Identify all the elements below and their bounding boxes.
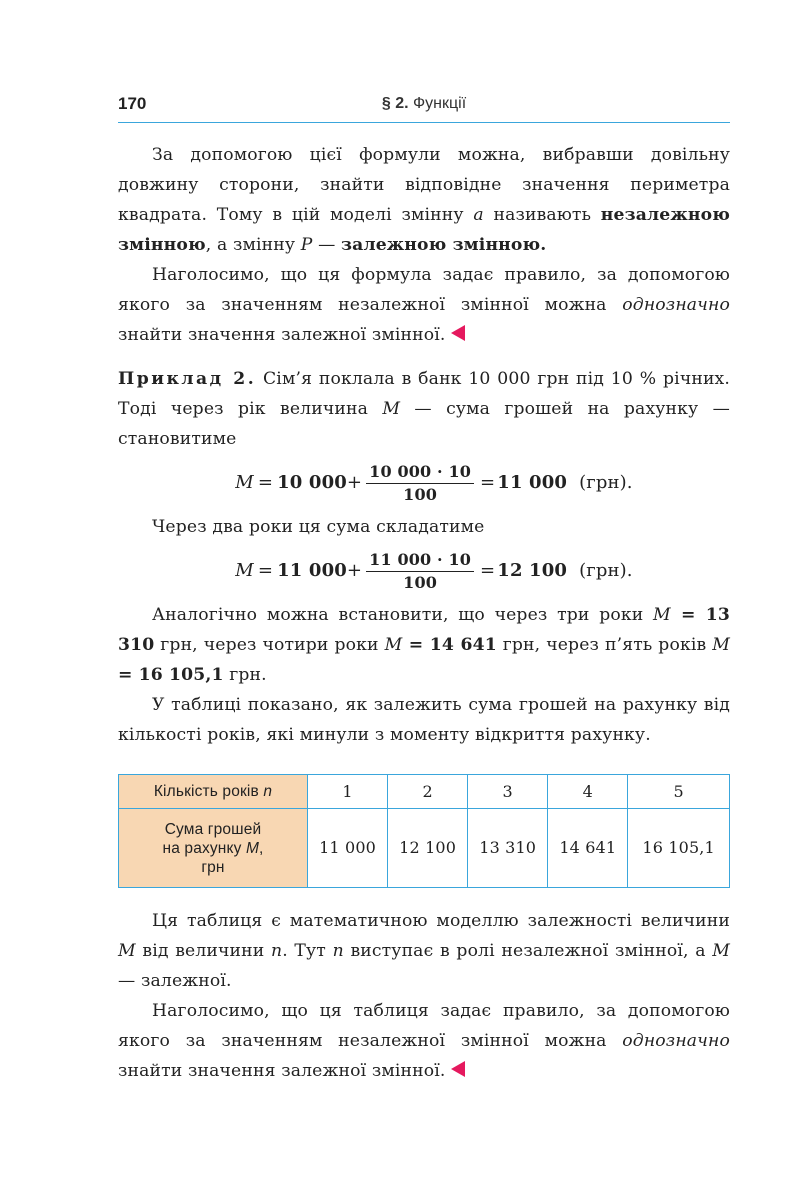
text: , а змінну [205,235,301,255]
table-cell: 14 641 [548,809,628,888]
text: . Тут [282,941,333,961]
math-var: M [712,941,730,961]
table-cell: 3 [468,775,548,809]
text: грн, через чотири роки [154,635,385,655]
formula-base: 11 000 [277,560,347,581]
value: = 14 641 [402,635,497,655]
math-var: M [382,399,401,419]
section-name: Функції [412,95,467,112]
term-independent: незалежною змінною [118,205,730,255]
section-mark: § 2. [381,95,409,112]
formula-result: 12 100 [497,560,568,581]
plus-sign: + [346,560,363,581]
paragraph-two-years: Через два роки ця сума складатиме [152,517,485,537]
formula-result: 11 000 [497,472,568,493]
table-row [119,775,730,809]
paragraph-rule-formula [118,260,730,350]
formula-base: 10 000 [277,472,347,493]
example-label: Приклад 2. [118,369,257,389]
table-cell: 1 [308,775,388,809]
plus-sign: + [346,472,363,493]
table-cell: 2 [388,775,468,809]
text: Наголосимо, що ця таблиця задає правило, за допомогою якого за значенням незалежної змінної можна [118,1001,730,1051]
text: Наголосимо, що ця формула задає правило, за допомогою якого за значенням незалежної змінної можна [118,265,730,315]
math-var: M [384,635,403,655]
end-marker-icon [451,1061,465,1077]
text: Сума грошей [164,820,262,838]
math-var: P [300,235,313,255]
fraction [366,461,474,506]
paragraph-table-model [118,906,730,996]
term-dependent: залежною змінною. [341,235,547,255]
denominator: 100 [403,484,438,504]
text: називають [483,205,601,225]
equals-sign: = [257,472,274,493]
numerator: 11 000 · 10 [366,549,474,572]
text: — сума грошей на рахунку — становитиме [118,399,730,449]
text: знайти значення залежної змінної. [118,325,446,345]
math-var: n [270,941,283,961]
text: знайти значення залежної змінної. [118,1061,446,1081]
text: Ця таблиця є математичною моделлю залежності величини [152,911,730,931]
page-body [118,140,730,1086]
section-title [118,95,730,113]
text: грн [201,858,225,876]
emphasis: однозначно [622,1031,730,1051]
equals-sign: = [480,560,496,581]
math-var: n [263,783,273,800]
data-table [118,774,730,888]
text: Сім’я поклала в банк 10 000 грн під 10 % річних. Тоді через рік величина [118,369,731,419]
paragraph-analogy [118,600,730,690]
math-var: a [473,205,484,225]
text: виступає в ролі незалежної змінної, а [343,941,713,961]
text: — залежної. [118,971,232,991]
table-cell: 16 105,1 [628,809,730,888]
numerator: 10 000 · 10 [366,461,474,484]
page-number: 170 [118,94,147,113]
formula-year-one [138,454,730,512]
text: від величини [135,941,271,961]
table-header-sum [119,809,308,888]
math-var: n [332,941,344,961]
text: За допомогою цієї формули можна, вибравши довільну довжину сторони, знайти відповідне значення периметра квадрата. Тому в цій моделі змінну [118,145,730,225]
table-row [119,809,730,888]
paragraph-variables [118,140,730,260]
math-var: M [245,839,260,857]
equals-sign: = [480,472,496,493]
emphasis: однозначно [622,295,730,315]
table-cell: 13 310 [468,809,548,888]
math-var: M [712,635,731,655]
paragraph-rule-table [118,996,730,1086]
math-var: M [235,560,254,581]
math-var: M [118,941,136,961]
denominator: 100 [403,572,438,592]
unit: (грн). [579,560,633,581]
text: — [312,235,342,255]
unit: (грн). [579,472,633,493]
text: грн. [223,665,267,685]
fraction [366,549,474,594]
paragraph-table-intro: У таблиці показано, як залежить сума грошей на рахунку від кількості років, які минули з моменту відкриття рахунку. [118,695,730,745]
text: грн, через п’ять років [496,635,713,655]
equals-sign: = [257,560,274,581]
math-var: M [235,472,254,493]
example-paragraph [118,364,730,454]
formula-year-two [138,542,730,600]
table-cell: 11 000 [308,809,388,888]
text: Кількість років [153,783,264,800]
text: на рахунку [162,839,246,857]
math-var: M [653,605,671,625]
end-marker-icon [451,325,465,341]
table-header-years [119,775,308,809]
page-header [118,94,730,123]
table-cell: 12 100 [388,809,468,888]
text: Аналогічно можна встановити, що через три роки [152,605,654,625]
value: = 13 310 [118,605,730,655]
text: , [259,839,264,857]
table-cell: 5 [628,775,730,809]
table-cell: 4 [548,775,628,809]
value: = 16 105,1 [118,665,224,685]
